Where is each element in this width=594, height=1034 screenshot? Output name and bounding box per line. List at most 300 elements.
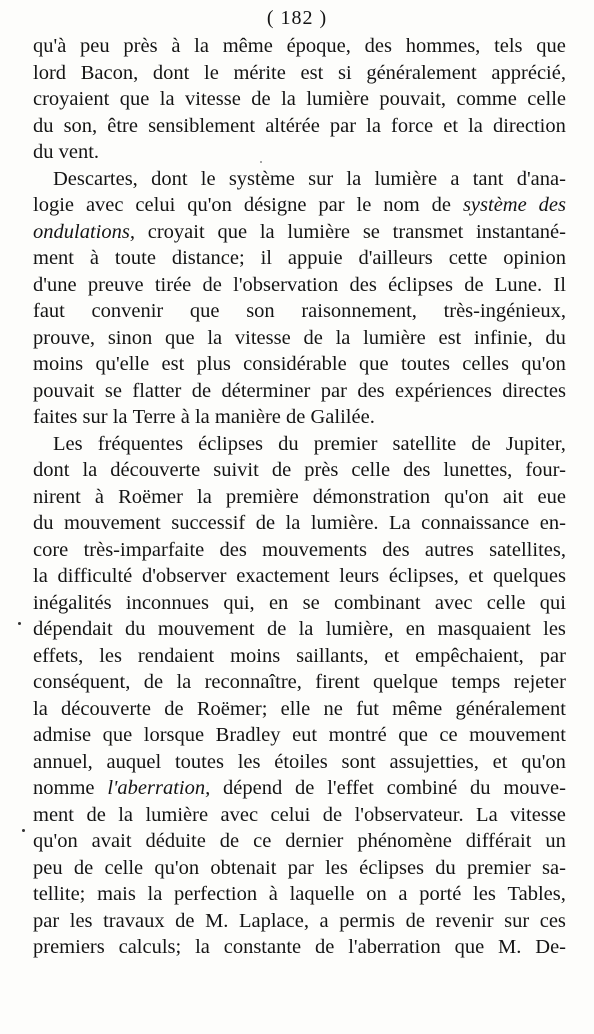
word: quelque <box>373 671 438 693</box>
word: du <box>545 326 566 349</box>
word: opinion <box>503 247 566 269</box>
word: qu'on <box>154 856 200 879</box>
text-line <box>33 272 566 299</box>
word: exactement <box>236 565 330 587</box>
word: démonstration <box>312 485 431 508</box>
word: plus <box>196 353 231 375</box>
word: que <box>102 724 133 746</box>
word: de <box>202 273 222 296</box>
word: les <box>473 883 496 905</box>
word: avec <box>85 194 124 216</box>
word: combiné <box>386 777 458 799</box>
word: travaux <box>103 909 165 932</box>
word: nomme <box>33 777 95 799</box>
text-line <box>33 378 566 405</box>
word: du <box>125 618 146 640</box>
word: annuel, <box>33 750 93 773</box>
margin-dot <box>22 829 25 832</box>
word: que <box>189 300 220 322</box>
word: sur <box>308 167 334 190</box>
word: tant <box>472 167 504 190</box>
text-line <box>33 60 566 87</box>
word: un <box>545 830 566 852</box>
word: lumière <box>145 803 209 826</box>
word: cette <box>448 247 488 269</box>
word: que <box>398 724 428 746</box>
word: première <box>225 485 299 508</box>
word: des <box>349 273 377 296</box>
word: la <box>33 697 48 720</box>
word: son <box>246 300 275 322</box>
word: premiers <box>33 936 105 958</box>
text-line <box>33 510 566 537</box>
word: la <box>346 167 362 190</box>
word: Il <box>553 273 566 296</box>
word: sinon <box>107 326 153 349</box>
word: l'aberration <box>348 936 441 958</box>
word: tellite; <box>33 883 86 905</box>
word: logie <box>33 194 74 216</box>
word: mouvement <box>157 618 255 640</box>
word: en <box>405 618 426 640</box>
word: par <box>539 644 566 667</box>
word: de <box>164 697 184 720</box>
word: toutes <box>174 750 224 773</box>
word: du <box>33 512 54 534</box>
word: celui <box>270 803 311 826</box>
text-line <box>33 484 566 511</box>
word: des <box>382 538 410 561</box>
word: l'effet <box>327 777 374 799</box>
word: de <box>219 830 240 852</box>
ink-speck <box>260 161 262 163</box>
word: autres <box>424 538 474 561</box>
word: assujetties, <box>389 750 479 773</box>
word: transmet <box>392 220 464 243</box>
word: la <box>82 459 98 481</box>
word: différait <box>465 830 532 852</box>
word: ment <box>33 247 74 269</box>
word: de <box>191 379 212 402</box>
word: lunettes, <box>443 459 513 481</box>
word: tels <box>494 35 523 57</box>
word: même <box>222 35 273 57</box>
word: de <box>471 432 491 455</box>
word: ce <box>439 724 458 746</box>
text-line <box>33 616 566 643</box>
text-line <box>33 643 566 670</box>
word: qu'à <box>33 35 67 57</box>
word: Bacon, <box>80 61 139 84</box>
word: qu'on <box>187 194 232 216</box>
word: la <box>335 326 351 349</box>
word: avait <box>91 830 132 852</box>
word: difficulté <box>57 565 133 587</box>
word: croyaient <box>33 88 110 110</box>
word: force <box>391 114 434 137</box>
text-line <box>33 351 566 378</box>
word: dont <box>151 167 188 190</box>
word: lumière <box>363 326 426 349</box>
word: sensiblement <box>148 114 256 137</box>
text-line <box>33 457 566 484</box>
word: mouve- <box>503 777 566 799</box>
word: de <box>405 909 425 932</box>
word: du <box>470 777 491 799</box>
word: Bradley <box>215 724 281 746</box>
word: temps <box>451 671 501 693</box>
word: Galilée. <box>310 406 375 428</box>
word: faites <box>33 406 78 428</box>
paragraph-start-line <box>33 166 566 193</box>
word: la <box>366 114 381 137</box>
word: a <box>319 909 329 932</box>
word: M. <box>498 936 522 958</box>
word: que <box>454 936 485 958</box>
word: la <box>176 671 192 693</box>
word: par <box>318 194 345 216</box>
word: Lune. <box>494 273 543 296</box>
word: des <box>403 459 431 481</box>
word: permis <box>339 909 396 932</box>
word: Terre <box>132 406 176 428</box>
word: de <box>286 406 306 428</box>
word: rejeter <box>513 671 566 693</box>
word: qui, <box>223 591 255 614</box>
word: Les <box>53 432 83 455</box>
word: quelques <box>493 565 566 587</box>
word: sa- <box>542 856 566 879</box>
word: fréquentes <box>97 432 184 455</box>
word: de <box>143 671 164 693</box>
word: connaissance <box>421 512 530 534</box>
word: que <box>119 88 150 110</box>
word: masquaient <box>437 618 531 640</box>
word: lorsque <box>143 724 205 746</box>
word: croyait <box>147 220 205 243</box>
text-line <box>33 749 566 776</box>
word: désigne <box>243 194 307 216</box>
word: si <box>337 61 352 84</box>
word: est <box>300 61 324 84</box>
word: instantané- <box>476 220 566 243</box>
word: Jupiter, <box>505 432 566 455</box>
word: à <box>94 485 104 508</box>
word: peu <box>80 35 110 57</box>
word: à <box>89 247 100 269</box>
word: près <box>123 35 158 57</box>
word: d'une <box>33 273 77 296</box>
word: éclipses, <box>388 565 459 587</box>
word: de <box>464 273 484 296</box>
word: par <box>287 856 314 879</box>
word: Tables, <box>507 883 566 905</box>
word: de <box>175 909 195 932</box>
word: le <box>204 61 219 84</box>
word: les <box>99 644 122 667</box>
word: eue <box>537 485 566 508</box>
word: dépendait <box>33 618 113 640</box>
word: d'ailleurs <box>358 247 433 269</box>
text-line <box>33 802 566 829</box>
word: toutes <box>400 353 450 375</box>
word: empêchaient, <box>415 644 524 667</box>
word: des <box>364 35 392 57</box>
text-body <box>33 33 566 961</box>
word: saillants, <box>296 644 369 667</box>
text-line <box>33 113 566 140</box>
word: appuie <box>287 247 343 269</box>
word: que <box>359 353 389 375</box>
word: qu'on <box>444 485 489 508</box>
word: reconnaître, <box>204 671 302 693</box>
word: dont <box>33 459 70 481</box>
word: fut <box>356 697 379 720</box>
word: admise <box>33 724 92 746</box>
text-line <box>33 33 566 60</box>
word: éclipses <box>198 432 264 455</box>
word: système <box>462 194 527 216</box>
text-line <box>33 855 566 882</box>
word: leurs <box>339 565 380 587</box>
word: premier <box>313 432 378 455</box>
word: que <box>536 35 566 57</box>
word: Descartes, <box>53 167 138 190</box>
word: est <box>438 326 462 349</box>
word: celles <box>462 353 509 375</box>
word: qu'on <box>33 830 78 852</box>
word: sur <box>504 909 530 932</box>
word: qu'on <box>521 750 566 773</box>
word: ne <box>323 697 343 720</box>
word: mouvement <box>63 512 161 534</box>
word: avec <box>434 591 473 614</box>
text-line <box>33 934 566 961</box>
word: celui <box>135 194 176 216</box>
word: comme <box>456 88 517 110</box>
word: de <box>73 856 94 879</box>
paragraph-start-line <box>33 431 566 458</box>
word: nirent <box>33 485 81 508</box>
word: est <box>161 353 185 375</box>
word: la <box>285 512 301 534</box>
word: toute <box>114 247 156 269</box>
word: les <box>237 750 261 773</box>
word: dépend <box>223 777 283 799</box>
word: Laplace, <box>238 909 309 932</box>
word: près <box>304 459 339 481</box>
word: se <box>302 591 320 614</box>
word: la <box>468 114 483 137</box>
word: par <box>320 379 347 402</box>
word: preuve <box>87 273 144 296</box>
text-line <box>33 563 566 590</box>
word: montré <box>328 724 387 746</box>
text-line <box>33 881 566 908</box>
word: lumière <box>374 167 438 190</box>
word: flatter <box>132 379 182 402</box>
word: dont <box>152 61 190 84</box>
word: moins <box>230 644 281 667</box>
word: de <box>303 326 323 349</box>
word: revenir <box>435 909 494 932</box>
text-line <box>33 775 566 802</box>
word: époque, <box>286 35 351 57</box>
word: La <box>389 512 411 534</box>
word: se <box>362 220 380 243</box>
page-number: ( 182 ) <box>266 7 328 29</box>
word: l'observation <box>233 273 339 296</box>
word: la <box>281 88 296 110</box>
word: ce <box>253 830 272 852</box>
word: se <box>104 379 122 402</box>
word: de <box>251 88 271 110</box>
text-line <box>33 298 566 325</box>
word: convenir <box>91 300 164 322</box>
word: celle <box>104 856 144 879</box>
word: celle <box>486 591 526 614</box>
word: qui <box>539 591 566 614</box>
word: a <box>450 167 460 190</box>
word: les <box>325 856 348 879</box>
word: la <box>195 936 210 958</box>
word: très-ingénieux, <box>443 300 566 322</box>
word: premier <box>467 856 531 879</box>
word: constante <box>223 936 302 958</box>
word: ait <box>502 485 524 508</box>
text-line <box>33 139 566 166</box>
word: celle <box>351 459 391 481</box>
word: calculs; <box>118 936 182 958</box>
word: du <box>435 856 456 879</box>
word: étoiles <box>274 750 328 773</box>
word: ment <box>33 803 74 826</box>
word: Roëmer <box>118 485 183 508</box>
text-line <box>33 828 566 855</box>
word: de <box>255 512 276 534</box>
word: ondulations, <box>33 220 135 243</box>
text-line <box>33 722 566 749</box>
word: à <box>268 883 278 905</box>
word: infinie, <box>474 326 533 349</box>
word: inégalités <box>33 591 112 614</box>
text-line <box>33 219 566 246</box>
word: la <box>194 35 209 57</box>
word: firent <box>315 671 360 693</box>
word: il <box>260 247 273 269</box>
word: éclipses <box>388 273 453 296</box>
word: les <box>69 909 93 932</box>
text-line <box>33 590 566 617</box>
text-line <box>33 404 566 431</box>
word: la <box>207 326 223 349</box>
word: lumière. <box>310 512 379 534</box>
word: porté <box>419 883 462 905</box>
word: d'observer <box>141 565 227 587</box>
word: vitesse <box>234 326 291 349</box>
word: de <box>295 777 315 799</box>
word: découverte <box>61 697 151 720</box>
text-line <box>33 245 566 272</box>
text-line <box>33 669 566 696</box>
text-line <box>33 537 566 564</box>
word: la <box>197 485 212 508</box>
word: a <box>398 883 408 905</box>
word: four- <box>525 459 566 481</box>
word: même <box>392 697 443 720</box>
word: successif <box>171 512 246 534</box>
word: du <box>278 432 299 455</box>
word: des <box>357 379 385 402</box>
word: avec <box>220 803 259 826</box>
word: dernier <box>285 830 344 852</box>
word: perfection <box>174 883 258 905</box>
word: peu <box>33 856 63 879</box>
word: l'observateur. <box>354 803 464 826</box>
word: lord <box>33 61 67 84</box>
word: en- <box>539 512 566 534</box>
word: généralement <box>455 697 566 720</box>
word: la <box>298 618 314 640</box>
word: de <box>86 803 106 826</box>
word: lumière <box>306 88 369 110</box>
word: Roëmer; <box>196 697 268 720</box>
word: et <box>492 750 508 773</box>
word: la <box>112 406 128 428</box>
word: d'ana- <box>516 167 566 190</box>
word: la <box>118 803 134 826</box>
word: distance; <box>171 247 245 269</box>
word: satellite <box>392 432 457 455</box>
word: direction <box>492 114 566 137</box>
word: la <box>259 220 275 243</box>
word: pouvait, <box>379 88 447 110</box>
word: De- <box>535 936 566 958</box>
margin-dot <box>18 622 21 625</box>
word: que <box>165 326 195 349</box>
word: des <box>219 538 247 561</box>
text-line <box>33 325 566 352</box>
word: les <box>543 618 566 640</box>
word: de <box>431 194 452 216</box>
word: la <box>33 565 48 587</box>
word: vent. <box>58 141 100 163</box>
word: altérée <box>265 114 320 137</box>
word: tirée <box>154 273 192 296</box>
word: et <box>468 565 484 587</box>
word: combinant <box>334 591 421 614</box>
word: manière <box>214 406 281 428</box>
word: mérite <box>233 61 286 84</box>
word: lumière <box>287 220 351 243</box>
word: raisonnement, <box>301 300 417 322</box>
text-line <box>33 696 566 723</box>
word: déduite <box>145 830 206 852</box>
word: à <box>180 406 190 428</box>
word: que <box>217 220 248 243</box>
word: prouve, <box>33 326 96 349</box>
word: vitesse <box>185 88 241 110</box>
word: la <box>194 406 210 428</box>
word: vitesse <box>510 803 566 826</box>
word: par <box>329 114 357 137</box>
word: satellites, <box>489 538 566 561</box>
word: mouvements <box>262 538 367 561</box>
word: la <box>147 883 163 905</box>
word: laquelle <box>289 883 355 905</box>
word: mais <box>97 883 136 905</box>
word: généralement <box>366 61 477 84</box>
